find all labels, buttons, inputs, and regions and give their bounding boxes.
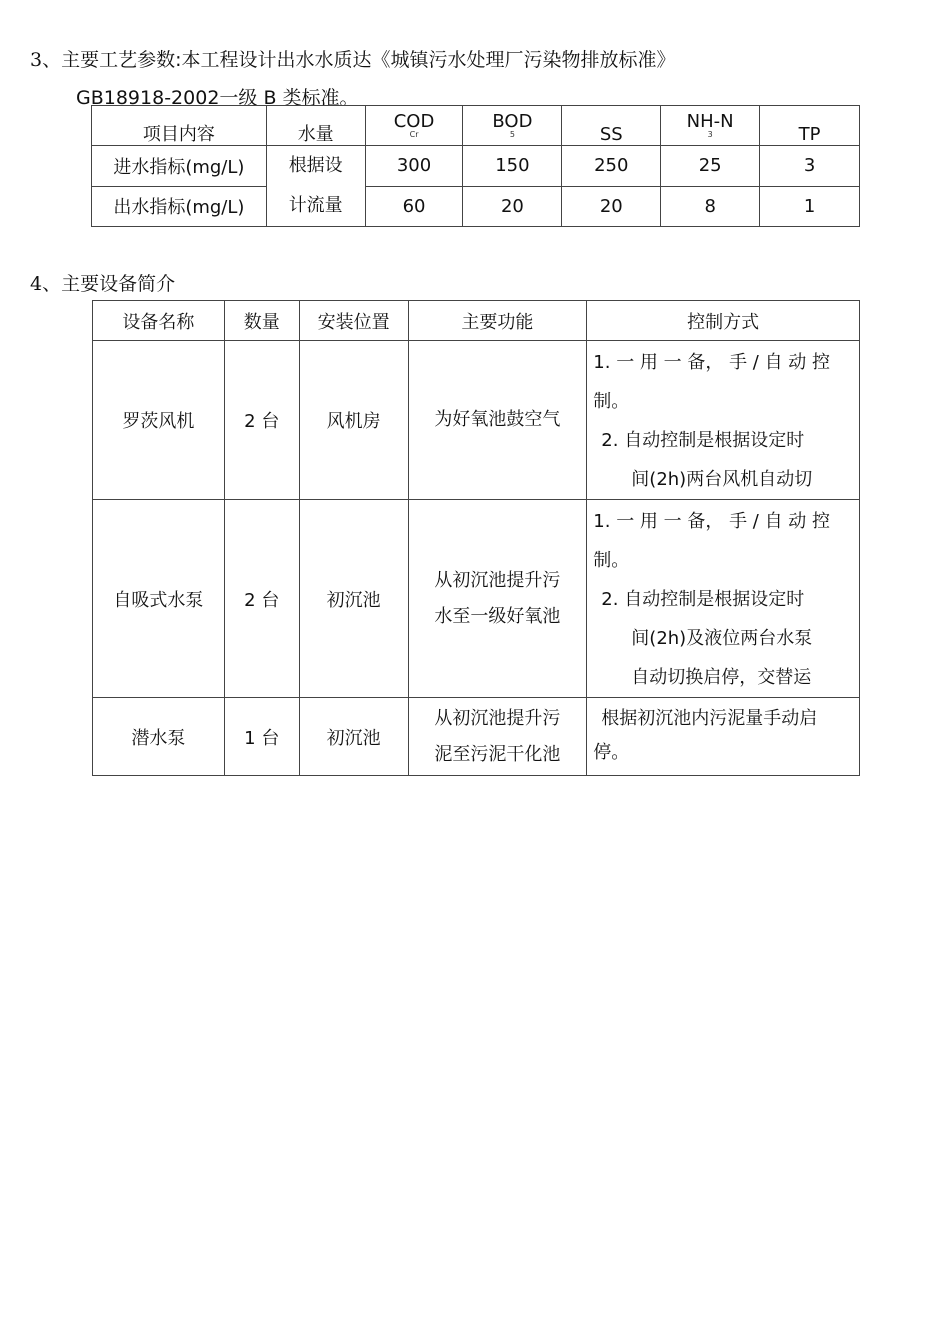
section3-standard-line: GB18918-2002一级 B 类标准。 bbox=[76, 87, 359, 109]
equipment-function: 从初沉池提升污 泥至污泥干化池 bbox=[408, 698, 587, 776]
header-cell: 水量 bbox=[266, 106, 365, 146]
table-cell: 60 bbox=[365, 186, 463, 227]
equipment-control: 1. 一 用 一 备， 手 / 自 动 控 制。 2. 自动控制是根据设定时 间(2h)两台风机自动切 bbox=[587, 341, 860, 500]
table-row bbox=[93, 698, 860, 776]
water-volume-cell bbox=[266, 146, 365, 227]
table-row bbox=[93, 500, 860, 698]
section4-heading bbox=[30, 269, 175, 296]
table-row bbox=[92, 186, 860, 227]
equipment-location: 初沉池 bbox=[299, 500, 408, 698]
section3-number: 3 bbox=[30, 49, 43, 71]
equipment-qty: 1 台 bbox=[224, 698, 299, 776]
header-cell-tp: TP bbox=[760, 106, 860, 146]
row-label: 进水指标(mg/L) bbox=[92, 146, 267, 187]
table-cell: 300 bbox=[365, 146, 463, 187]
equipment-name: 自吸式水泵 bbox=[93, 500, 225, 698]
table-cell: 250 bbox=[562, 146, 661, 187]
table-header-row bbox=[93, 301, 860, 341]
equipment-function: 从初沉池提升污 水至一级好氧池 bbox=[408, 500, 587, 698]
header-cell: 数量 bbox=[224, 301, 299, 341]
equipment-control: 根据初沉池内污泥量手动启 停。 bbox=[587, 698, 860, 776]
table-header-row bbox=[92, 106, 860, 146]
header-cell-nh: NH-N 3 bbox=[661, 106, 760, 146]
table-row bbox=[92, 146, 860, 187]
equipment-function: 为好氧池鼓空气 bbox=[408, 341, 587, 500]
table-cell: 25 bbox=[661, 146, 760, 187]
header-cell: 安装位置 bbox=[299, 301, 408, 341]
header-cell-bod: BOD 5 bbox=[463, 106, 562, 146]
section4-number: 4 bbox=[30, 273, 43, 295]
header-cell: 项目内容 bbox=[92, 106, 267, 146]
section3-heading bbox=[30, 45, 676, 72]
equipment-location: 初沉池 bbox=[299, 698, 408, 776]
equipment-control: 1. 一 用 一 备， 手 / 自 动 控 制。 2. 自动控制是根据设定时 间(2h)及液位两台水泵 自动切换启停，交替运 bbox=[587, 500, 860, 698]
water-volume-top: 根据设 bbox=[288, 155, 343, 176]
header-cell-cod: COD Cr bbox=[365, 106, 463, 146]
equipment-qty: 2 台 bbox=[224, 500, 299, 698]
table-row bbox=[93, 341, 860, 500]
section4-heading-text: 、主要设备简介 bbox=[42, 273, 176, 295]
row-label: 出水指标(mg/L) bbox=[92, 186, 267, 227]
header-cell: 控制方式 bbox=[587, 301, 860, 341]
table-cell: 20 bbox=[562, 186, 661, 227]
equipment-name: 罗茨风机 bbox=[93, 341, 225, 500]
header-cell: 设备名称 bbox=[93, 301, 225, 341]
water-volume-bottom: 计流量 bbox=[288, 195, 343, 216]
table-cell: 3 bbox=[760, 146, 860, 187]
table-cell: 1 bbox=[760, 186, 860, 227]
header-cell-ss: SS bbox=[562, 106, 661, 146]
table-cell: 150 bbox=[463, 146, 562, 187]
header-cell: 主要功能 bbox=[408, 301, 587, 341]
equipment-name: 潜水泵 bbox=[93, 698, 225, 776]
table-cell: 20 bbox=[463, 186, 562, 227]
section3-heading-text: 、主要工艺参数:本工程设计出水水质达《城镇污水处理厂污染物排放标准》 bbox=[42, 49, 676, 71]
water-quality-table bbox=[91, 105, 860, 227]
equipment-table bbox=[92, 300, 860, 776]
table-cell: 8 bbox=[661, 186, 760, 227]
equipment-qty: 2 台 bbox=[224, 341, 299, 500]
equipment-location: 风机房 bbox=[299, 341, 408, 500]
